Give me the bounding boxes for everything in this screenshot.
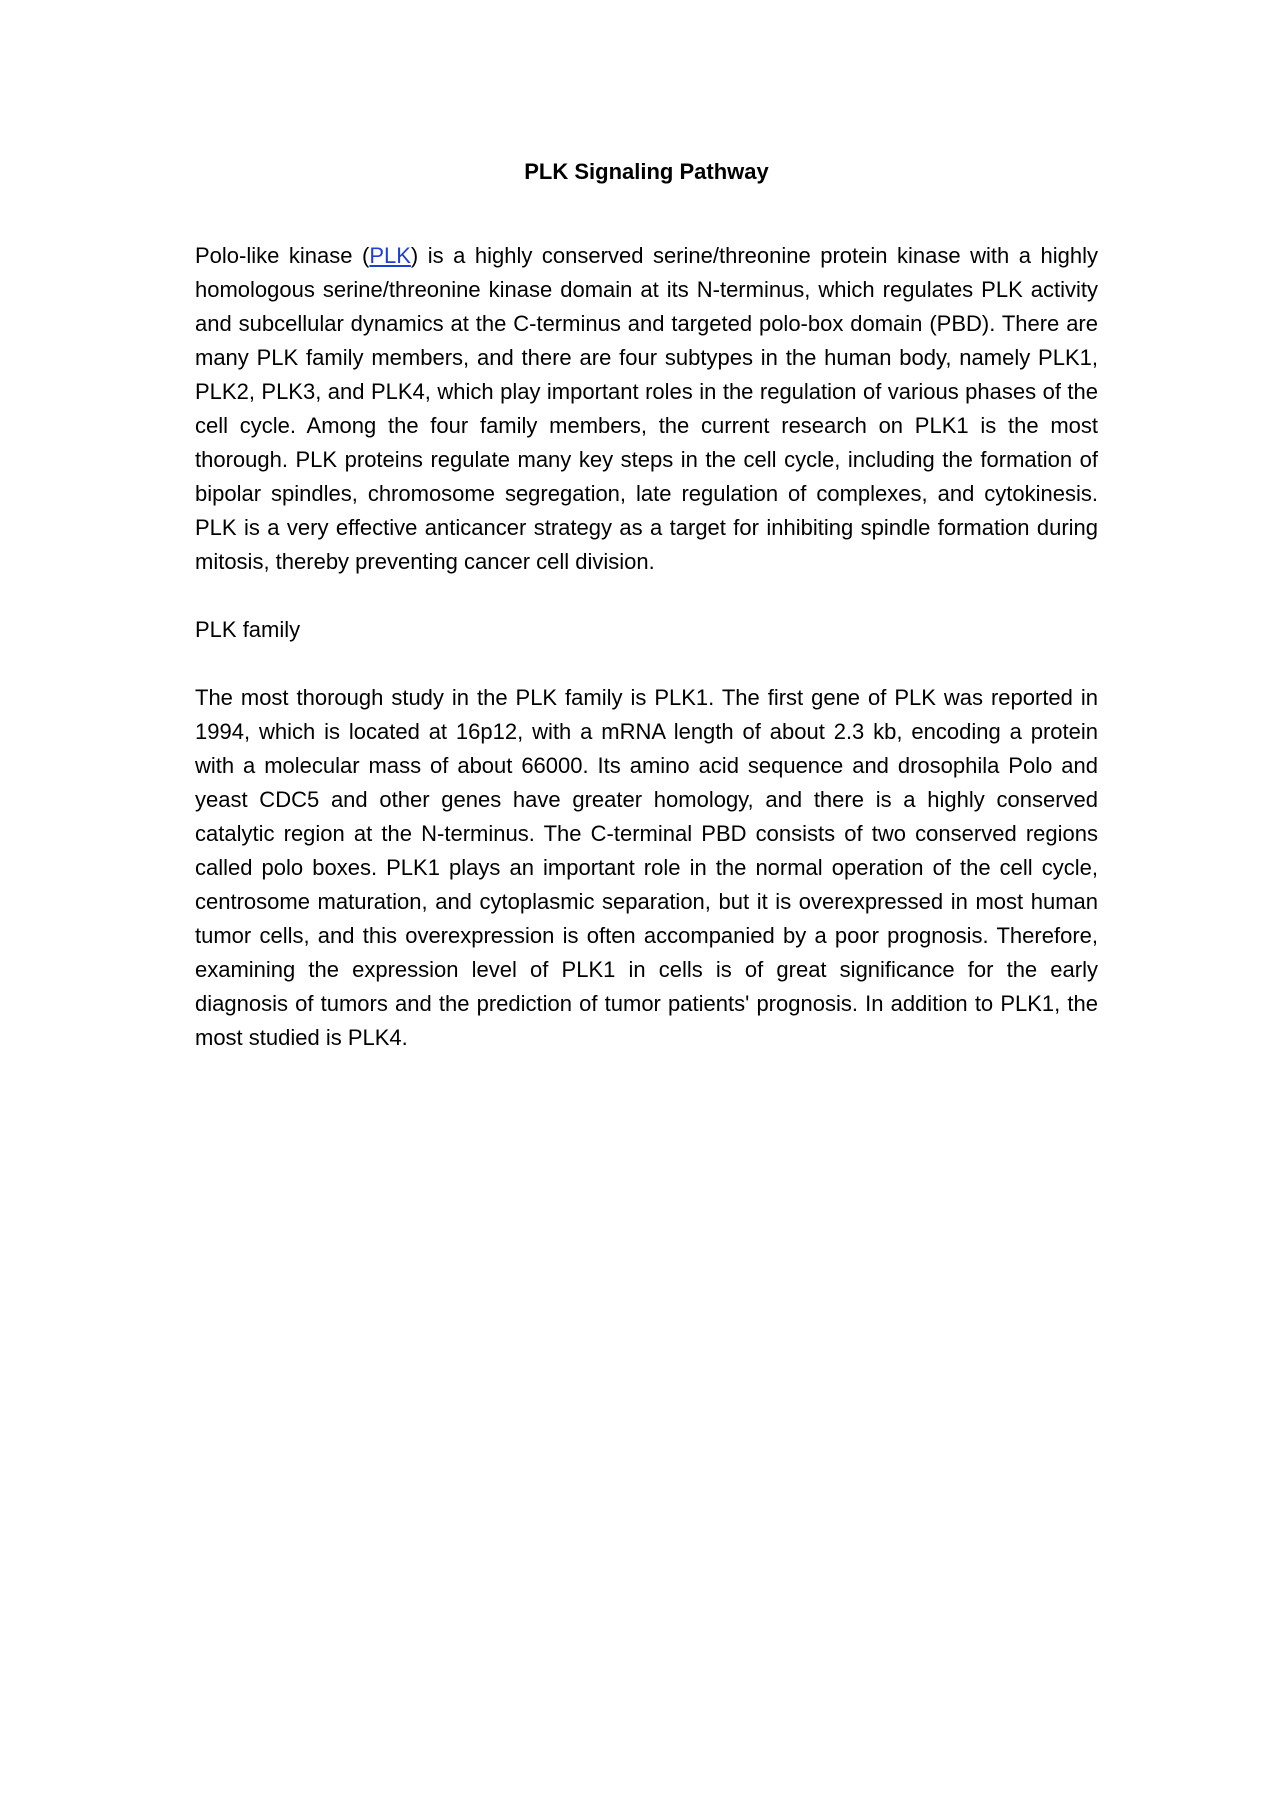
section-heading-plk-family: PLK family: [195, 617, 301, 642]
intro-text-after-link: ) is a highly conserved serine/threonine protein kinase with a highly homologous serine/threonine kinase domain at its N-terminus, which regulates PLK activity and subcellular dynamics at the C-terminus and targeted polo-box domain (PBD). There are many PLK family members, and there are four subtypes in the human body, namely PLK1, PLK2, PLK3, and PLK4, which play important roles in the regulation of various phases of the cell cycle. Among the four family members, the current research on PLK1 is the most thorough. PLK proteins regulate many key steps in the cell cycle, including the formation of bipolar spindles, chromosome segregation, late regulation of complexes, and cytokinesis. PLK is a very effective anticancer strategy as a target for inhibiting spindle formation during mitosis, thereby preventing cancer cell division.: [195, 243, 1098, 574]
plk-link[interactable]: PLK: [369, 243, 411, 268]
page-title: PLK Signaling Pathway: [524, 159, 769, 184]
plk-family-paragraph: The most thorough study in the PLK family is PLK1. The first gene of PLK was reported in 1994, which is located at 16p12, with a mRNA length of about 2.3 kb, encoding a protein with a molecular mass of about 66000. Its amino acid sequence and drosophila Polo and yeast CDC5 and other genes have greater homology, and there is a highly conserved catalytic region at the N-terminus. The C-terminal PBD consists of two conserved regions called polo boxes. PLK1 plays an important role in the normal operation of the cell cycle, centrosome maturation, and cytoplasmic separation, but it is overexpressed in most human tumor cells, and this overexpression is often accompanied by a poor prognosis. Therefore, examining the expression level of PLK1 in cells is of great significance for the early diagnosis of tumors and the prediction of tumor patients' prognosis. In addition to PLK1, the most studied is PLK4.: [195, 685, 1098, 1050]
intro-text-before-link: Polo-like kinase (: [195, 243, 370, 268]
intro-paragraph: [195, 239, 1098, 579]
document-content: [195, 155, 1098, 1089]
